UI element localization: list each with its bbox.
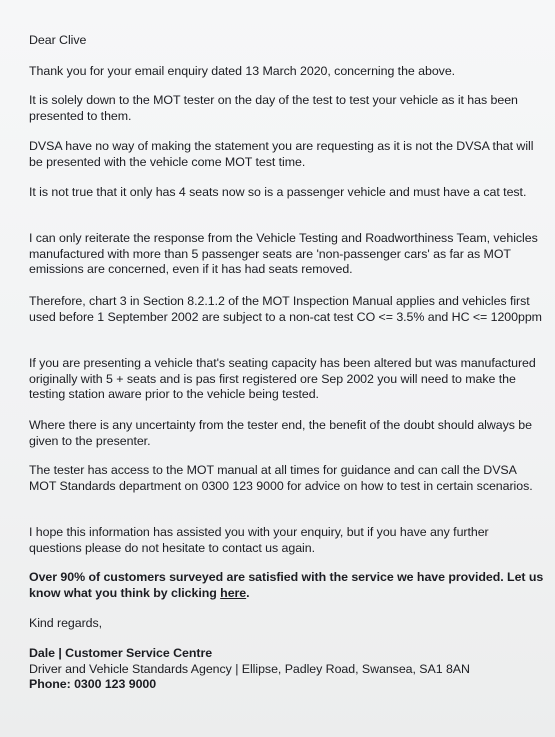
paragraph-seating-altered: If you are presenting a vehicle that's seating capacity has been altered but was manufactured originally with 5 + seats and is pas first registered ore Sep 2002 you will need to make the testing station aware prior to the vehicle being tested. (29, 356, 536, 401)
survey-end: . (246, 585, 250, 600)
signature-name: Dale | Customer Service Centre (29, 646, 213, 660)
paragraph-reiterate: I can only reiterate the response from the Vehicle Testing and Roadworthiness Team, vehicles manufactured with more than 5 passenger seats are 'non-passenger cars' as far as MOT emissions are concerned, even if it has had seats removed. (29, 231, 538, 276)
paragraph-uncertainty: Where there is any uncertainty from the tester end, the benefit of the doubt should always be given to the presenter. (29, 418, 532, 448)
signature-agency: Driver and Vehicle Standards Agency | Ellipse, Padley Road, Swansea, SA1 8AN (29, 661, 470, 676)
paragraph-mot-manual: The tester has access to the MOT manual at all times for guidance and can call the DVSA MOT Standards department on 0300 123 9000 for advice on how to test in certain scenarios. (29, 463, 533, 493)
survey-text: Over 90% of customers surveyed are satisfied with the service we have provided. Let us know what you think by clicking (29, 570, 544, 600)
greeting: Dear Clive (29, 33, 87, 47)
paragraph-tester-responsibility: It is solely down to the MOT tester on the day of the test to test your vehicle as it has been presented to them. (29, 93, 518, 123)
paragraph-seats: It is not true that it only has 4 seats now so is a passenger vehicle and must have a cat test. (29, 185, 527, 199)
paragraph-dvsa-statement: DVSA have no way of making the statement you are requesting as it is not the DVSA that will be presented with the vehicle come MOT test time. (29, 139, 534, 169)
paragraph-thanks: Thank you for your email enquiry dated 13 March 2020, concerning the above. (29, 64, 456, 78)
paragraph-further-questions: I hope this information has assisted you with your enquiry, but if you have any further questions please do not hesitate to contact us again. (29, 525, 489, 555)
survey-paragraph (29, 570, 544, 601)
signature-block (29, 646, 544, 693)
survey-link[interactable]: here (220, 585, 247, 600)
closing: Kind regards, (29, 616, 103, 630)
signature-phone: Phone: 0300 123 9000 (29, 677, 157, 691)
paragraph-chart-3: Therefore, chart 3 in Section 8.2.1.2 of the MOT Inspection Manual applies and vehicles first used before 1 September 2002 are subject to a non-cat test CO <= 3.5% and HC <= 1200ppm (29, 294, 542, 324)
